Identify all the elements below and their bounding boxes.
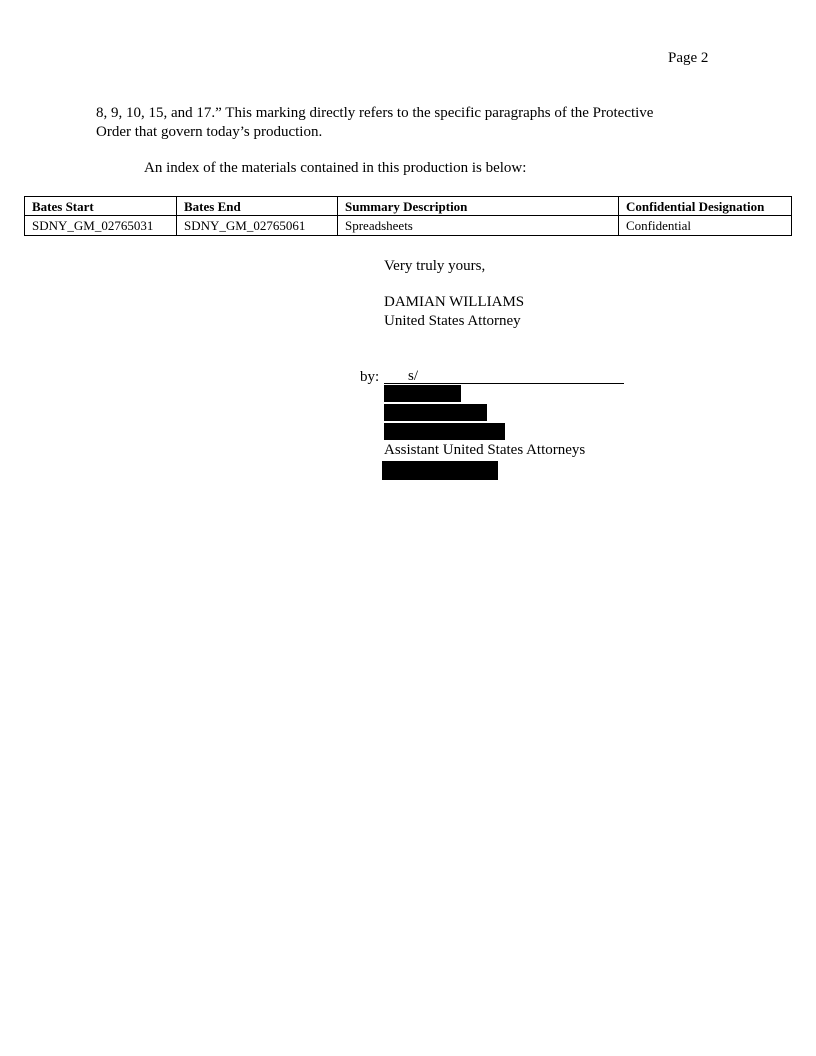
signer-title: United States Attorney bbox=[384, 313, 521, 329]
redaction-bar bbox=[384, 423, 505, 440]
cell-confidential-designation: Confidential bbox=[619, 216, 792, 236]
header-bates-start: Bates Start bbox=[25, 197, 177, 216]
body-paragraph-line-2: Order that govern today’s production. bbox=[96, 124, 323, 140]
cell-bates-end: SDNY_GM_02765061 bbox=[177, 216, 338, 236]
page-number: Page 2 bbox=[668, 50, 709, 66]
index-intro-paragraph: An index of the materials contained in this production is below: bbox=[144, 160, 527, 176]
table-row bbox=[25, 216, 792, 236]
redaction-bar bbox=[384, 404, 487, 421]
signer-name: DAMIAN WILLIAMS bbox=[384, 294, 525, 310]
signature-mark: s/ bbox=[408, 368, 419, 384]
by-label: by: bbox=[360, 369, 380, 385]
cell-bates-start: SDNY_GM_02765031 bbox=[25, 216, 177, 236]
production-index-table bbox=[24, 196, 792, 236]
body-paragraph-line-1: 8, 9, 10, 15, and 17.” This marking directly refers to the specific paragraphs of the Protective bbox=[96, 105, 654, 121]
table-header-row bbox=[25, 197, 792, 216]
redaction-bar bbox=[382, 461, 498, 480]
signature-line bbox=[384, 368, 624, 384]
closing-salutation: Very truly yours, bbox=[384, 258, 486, 274]
cell-summary-description: Spreadsheets bbox=[338, 216, 619, 236]
header-bates-end: Bates End bbox=[177, 197, 338, 216]
body-paragraph bbox=[96, 104, 736, 142]
header-summary-description: Summary Description bbox=[338, 197, 619, 216]
ausa-title: Assistant United States Attorneys bbox=[384, 442, 586, 458]
redaction-bar bbox=[384, 385, 461, 402]
header-confidential-designation: Confidential Designation bbox=[619, 197, 792, 216]
